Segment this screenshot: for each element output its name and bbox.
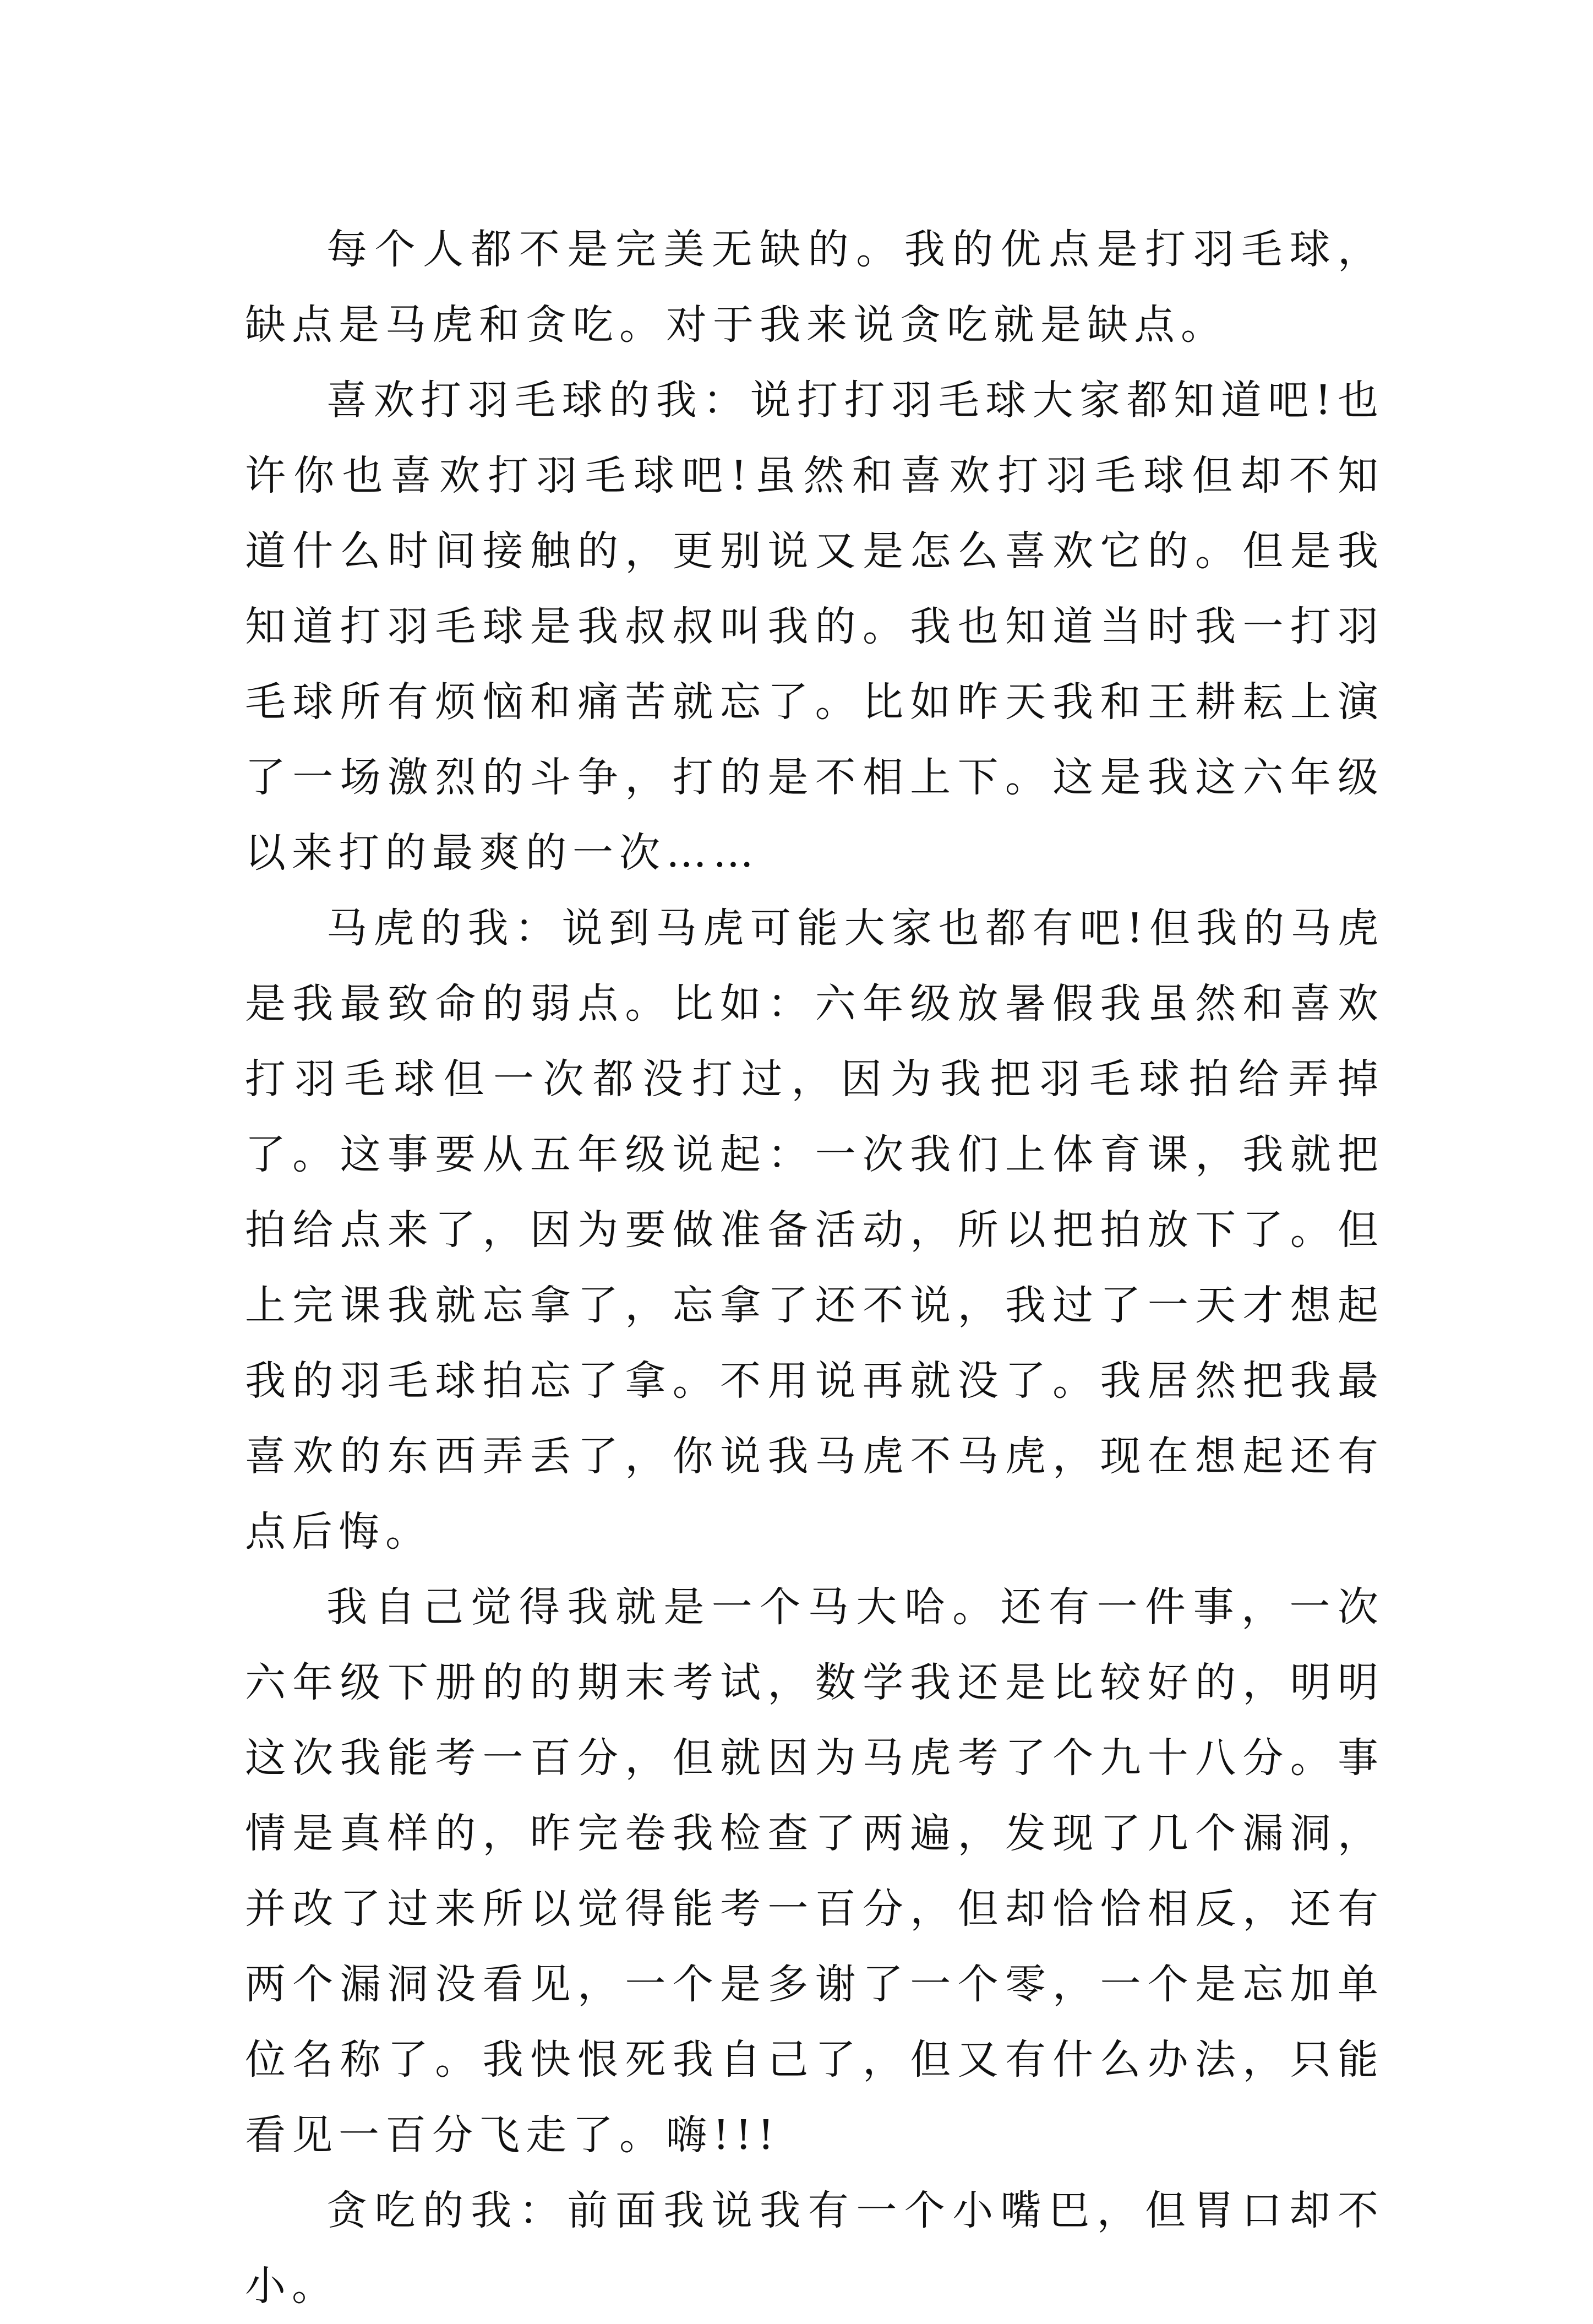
paragraph-5: 贪吃的我：前面我说我有一个小嘴巴，但胃口却不小。 — [245, 2187, 1384, 2310]
paragraph-2: 喜欢打羽毛球的我：说打打羽毛球大家都知道吧!也许你也喜欢打羽毛球吧!虽然和喜欢打羽毛球但却不知道什么时间接触的，更别说又是怎么喜欢它的。但是我知道打羽毛球是我叔叔叫我的。我也知道当时我一打羽毛球所有烦恼和痛苦就忘了。比如昨天我和王耕耘上演了一场激烈的斗争，打的是不相上下。这是我这六年级以来打的最爽的一次…… — [245, 377, 1384, 877]
paragraph-3: 马虎的我：说到马虎可能大家也都有吧!但我的马虎是我最致命的弱点。比如：六年级放暑假我虽然和喜欢打羽毛球但一次都没打过，因为我把羽毛球拍给弄掉了。这事要从五年级说起：一次我们上体育课，我就把拍给点来了，因为要做准备活动，所以把拍放下了。但上完课我就忘拿了，忘拿了还不说，我过了一天才想起我的羽毛球拍忘了拿。不用说再就没了。我居然把我最喜欢的东西弄丢了，你说我马虎不马虎，现在想起还有点后悔。 — [245, 905, 1384, 1555]
paragraph-4: 我自己觉得我就是一个马大哈。还有一件事，一次六年级下册的的期末考试，数学我还是比较好的，明明这次我能考一百分，但就因为马虎考了个九十八分。事情是真样的，昨完卷我检查了两遍，发现了几个漏洞，并改了过来所以觉得能考一百分，但却恰恰相反，还有两个漏洞没看见，一个是多谢了一个零，一个是忘加单位名称了。我快恨死我自己了，但又有什么办法，只能看见一百分飞走了。嗨!!! — [245, 1583, 1384, 2159]
essay-body — [245, 212, 1384, 2324]
paragraph-1: 每个人都不是完美无缺的。我的优点是打羽毛球，缺点是马虎和贪吃。对于我来说贪吃就是缺点。 — [245, 226, 1384, 349]
